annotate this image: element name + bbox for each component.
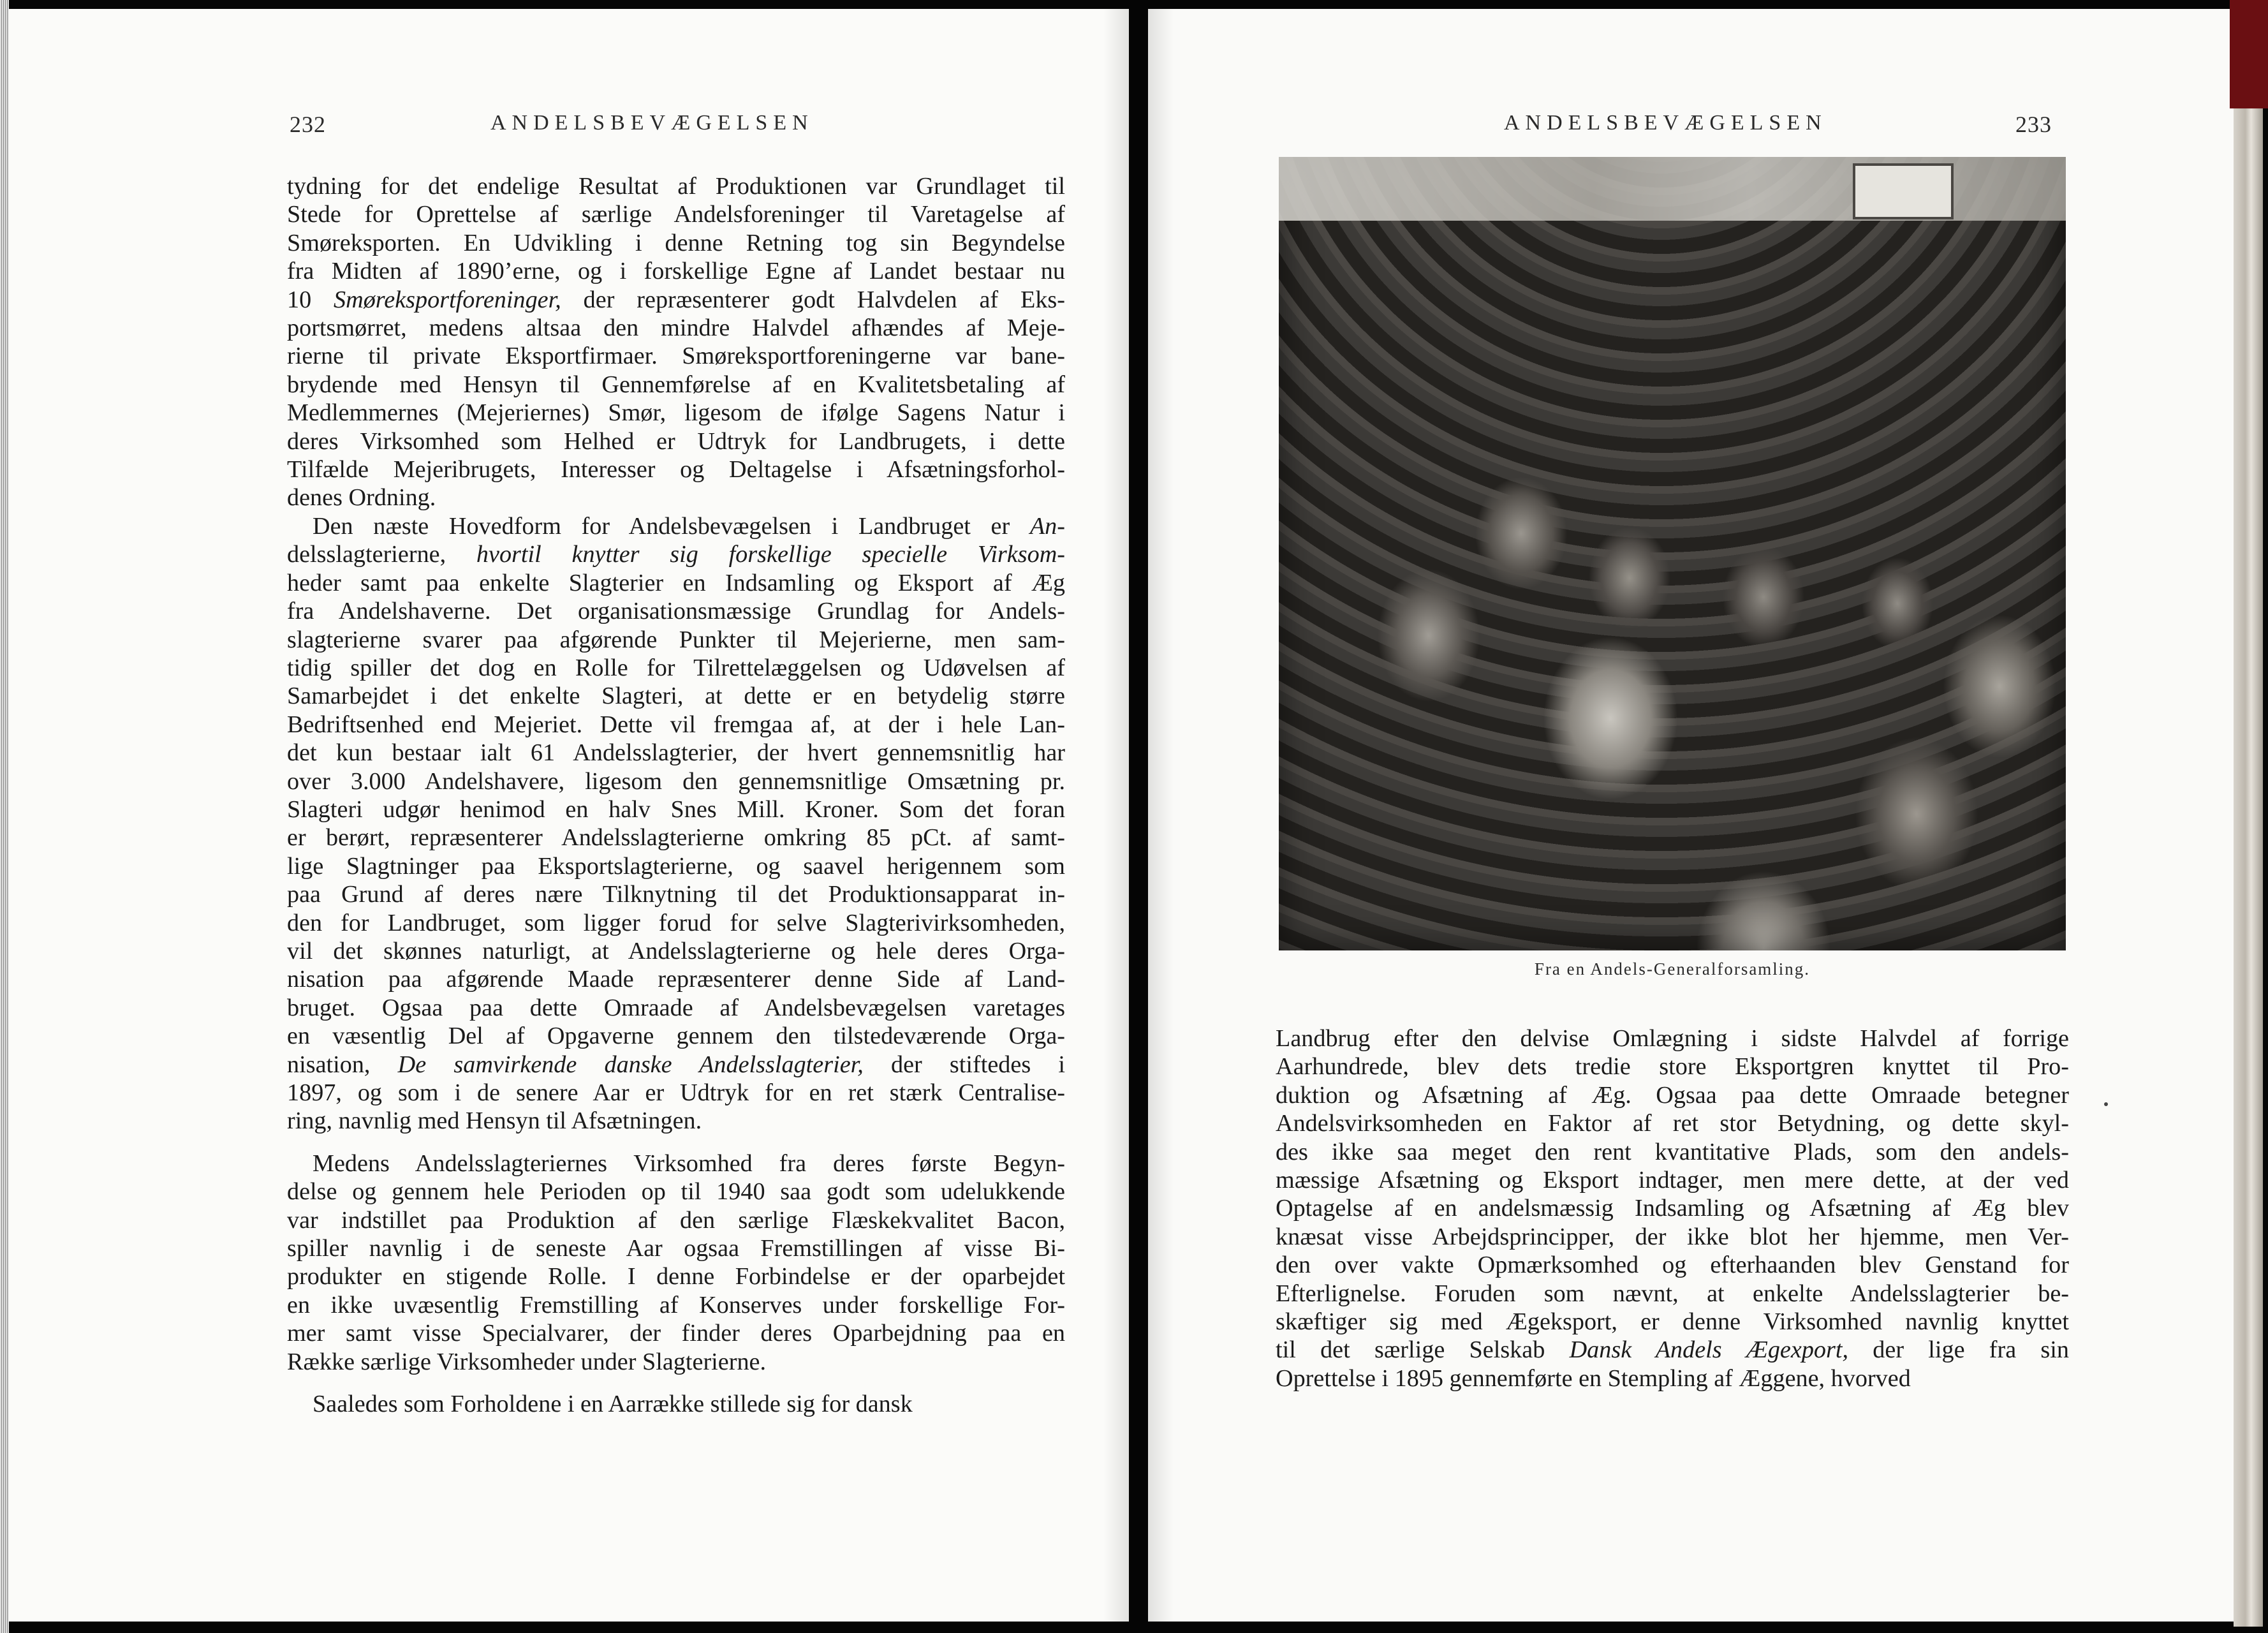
photo-general-assembly [1279, 157, 2066, 950]
text-line [287, 994, 1065, 1022]
paragraph-gap [287, 1376, 1065, 1390]
text-run: til det særlige Selskab [1276, 1336, 1570, 1364]
text-run: knæsat visse Arbejdsprincipper, der ikke blot her hjemme, men Ver- [1276, 1223, 2069, 1250]
italic-term: An- [1029, 512, 1065, 540]
text-line [287, 314, 1065, 342]
text-run: Række særlige Virksomheder under Slagterierne. [287, 1348, 767, 1375]
text-line [287, 1051, 1065, 1079]
text-run: brydende med Hensyn til Gennemførelse af en Kvalitetsbetaling af [287, 371, 1065, 398]
text-line [1276, 1053, 2069, 1081]
text-line [287, 937, 1065, 965]
text-line [287, 427, 1065, 455]
text-line [287, 1149, 1065, 1178]
text-run: Medens Andelsslagteriernes Virksomhed fra deres første Begyn- [313, 1149, 1065, 1177]
running-head-right: ANDELSBEVÆGELSEN [1504, 111, 1827, 135]
text-line [287, 229, 1065, 257]
text-run: der stiftedes i [863, 1051, 1065, 1078]
photo-wall-sign [1853, 163, 1954, 219]
text-line [287, 965, 1065, 993]
text-line [1276, 1308, 2069, 1336]
text-line [287, 172, 1065, 200]
text-run: tydning for det endelige Resultat af Produktionen var Grundlaget til [287, 173, 1065, 200]
text-run: tidig spiller det dog en Rolle for Tilrettelæggelsen og Udøvelsen af [287, 654, 1065, 681]
photo-caption: Fra en Andels-Generalforsamling. [1534, 959, 1811, 979]
text-run: vil det skønnes naturligt, at Andelsslagterierne og hele deres Orga- [287, 937, 1065, 964]
text-line [287, 711, 1065, 739]
text-run: mæssige Afsætning og Eksport indtager, men mere dette, at der ved [1276, 1167, 2069, 1194]
text-line [287, 1206, 1065, 1234]
text-run: en væsentlig Del af Opgaverne gennem den tilstedeværende Orga- [287, 1023, 1065, 1050]
text-line [287, 1022, 1065, 1050]
text-run: Oprettelse i 1895 gennemførte en Stempling af Æggene, hvorved [1276, 1364, 1911, 1392]
text-run: Bedriftsenhed end Mejeriet. Dette vil fremgaa af, at der i hele Lan- [287, 711, 1065, 738]
text-run: Saaledes som Forholdene i en Aarrække stillede sig for dansk [313, 1391, 913, 1418]
left-page [9, 9, 1129, 1622]
text-line [287, 540, 1065, 568]
text-run: det kun bestaar ialt 61 Andelsslagterier, der hvert gennemsnitlig har [287, 739, 1065, 767]
text-run: spiller navnlig i de seneste Aar ogsaa Fremstillingen af visse Bi- [287, 1235, 1065, 1262]
text-line [287, 342, 1065, 370]
text-line [287, 767, 1065, 795]
text-run: ring, navnlig med Hensyn til Afsætningen. [287, 1107, 702, 1135]
right-body-text [1276, 1024, 2069, 1393]
text-line [287, 626, 1065, 654]
text-line [1276, 1223, 2069, 1251]
right-page [1148, 9, 2234, 1622]
text-line [1276, 1138, 2069, 1166]
text-run: Andelsvirksomheden en Faktor af ret stor Betydning, og dette skyl- [1276, 1110, 2069, 1137]
text-line [287, 257, 1065, 285]
text-run: Stede for Oprettelse af særlige Andelsforeninger til Varetagelse af [287, 201, 1065, 228]
text-run: Slagteri udgør henimod en halv Snes Mill. Kroner. Som det foran [287, 795, 1065, 823]
text-run: der lige fra sin [1848, 1336, 2069, 1364]
spine-shadow [1148, 9, 1174, 1622]
text-run: slagterierne svarer paa afgørende Punkter til Mejerierne, men sam- [287, 626, 1065, 653]
text-line [1276, 1194, 2069, 1222]
text-run: bruget. Ogsaa paa dette Omraade af Andelsbevægelsen varetages [287, 994, 1065, 1021]
text-run: nisation, [287, 1051, 398, 1078]
text-run: Smøreksporten. En Udvikling i denne Retning tog sin Begyndelse [287, 229, 1065, 256]
book-page-edges-left [0, 0, 9, 1633]
text-run: heder samt paa enkelte Slagterier en Indsamling og Eksport af Æg [287, 569, 1065, 596]
text-line [1276, 1081, 2069, 1109]
text-run: Samarbejdet i det enkelte Slagteri, at dette er en betydelig større [287, 683, 1065, 710]
text-line [1276, 1166, 2069, 1194]
text-line [287, 1348, 1065, 1376]
text-line [287, 1291, 1065, 1319]
text-line [1276, 1280, 2069, 1308]
text-line [1276, 1024, 2069, 1053]
text-line [287, 455, 1065, 484]
text-run: rierne til private Eksportfirmaer. Smøreksportforeningerne var bane- [287, 343, 1065, 370]
text-line [287, 909, 1065, 937]
text-run: delse og gennem hele Perioden op til 1940 saa godt som udelukkende [287, 1178, 1065, 1206]
text-run: portsmørret, medens altsaa den mindre Halvdel afhændes af Meje- [287, 314, 1065, 342]
text-run: den for Landbruget, som ligger forud for selve Slagterivirksomheden, [287, 909, 1065, 936]
book-cover-corner [2230, 0, 2268, 108]
italic-term: Smøreksportforeninger, [334, 286, 561, 313]
text-line [287, 852, 1065, 880]
text-run: des ikke saa meget den rent kvantitative Plads, som den andels- [1276, 1138, 2069, 1165]
text-run: en ikke uvæsentlig Fremstilling af Konserves under forskellige For- [287, 1291, 1065, 1319]
text-line [287, 512, 1065, 540]
text-run: Efterlignelse. Foruden som nævnt, at enkelte Andelsslagterier be- [1276, 1280, 2069, 1307]
text-run: var indstillet paa Produktion af den særlige Flæskekvalitet Bacon, [287, 1206, 1065, 1234]
text-run: fra Andelshaverne. Det organisationsmæssige Grundlag for Andels- [287, 598, 1065, 625]
text-line [287, 739, 1065, 767]
text-run: 1897, og som i de senere Aar er Udtryk for en ret stærk Centralise- [287, 1079, 1065, 1106]
text-line [287, 1178, 1065, 1206]
text-line [287, 1390, 1065, 1418]
book-page-edges-right [2234, 19, 2263, 1627]
text-line [287, 1262, 1065, 1290]
italic-term: hvortil knytter sig forskellige specielle Virksom- [446, 541, 1065, 568]
text-line [287, 200, 1065, 228]
text-run: skæftiger sig med Ægeksport, er denne Virksomhed navnlig knyttet [1276, 1308, 2069, 1336]
left-body-text [287, 172, 1065, 1418]
text-line [1276, 1251, 2069, 1279]
text-line [287, 399, 1065, 427]
text-line [1276, 1364, 2069, 1393]
page-number-left: 232 [290, 112, 326, 137]
text-run: Den næste Hovedform for Andelsbevægelsen i Landbruget er [313, 512, 1030, 540]
text-line [287, 1234, 1065, 1262]
text-line [287, 654, 1065, 682]
text-line [287, 371, 1065, 399]
text-line [287, 682, 1065, 710]
text-run: paa Grund af deres nære Tilknytning til det Produktionsapparat in- [287, 881, 1065, 908]
text-line [287, 597, 1065, 625]
text-run: produkter en stigende Rolle. I denne Forbindelse er der oparbejdet [287, 1263, 1065, 1290]
text-run: deres Virksomhed som Helhed er Udtryk for Landbrugets, i dette [287, 427, 1065, 455]
text-run: duktion og Afsætning af Æg. Ogsaa paa dette Omraade betegner [1276, 1081, 2069, 1109]
text-run: er berørt, repræsenterer Andelsslagterierne omkring 85 pCt. af samt- [287, 824, 1065, 852]
text-line [287, 569, 1065, 597]
text-run: Aarhundrede, blev dets tredie store Eksportgren knyttet til Pro- [1276, 1053, 2069, 1081]
text-run: over 3.000 Andelshavere, ligesom den gennemsnitlige Omsætning pr. [287, 767, 1065, 795]
text-line [287, 484, 1065, 512]
paragraph-gap [287, 1135, 1065, 1149]
text-line [287, 824, 1065, 852]
text-line [287, 286, 1065, 314]
text-run: Optagelse af en andelsmæssig Indsamling og Afsætning af Æg blev [1276, 1195, 2069, 1222]
text-run: der repræsenterer godt Halvdelen af Eks- [561, 286, 1065, 313]
text-run: lige Slagtninger paa Eksportslagterierne, og saavel herigennem som [287, 852, 1065, 880]
text-run: denes Ordning. [287, 484, 436, 512]
text-line [287, 880, 1065, 908]
italic-term: De samvirkende danske Andelsslagterier, [397, 1051, 864, 1078]
text-run: nisation paa afgørende Maade repræsenterer denne Side af Land- [287, 966, 1065, 993]
text-run: den over vakte Opmærksomhed og efterhaanden blev Genstand for [1276, 1252, 2069, 1279]
text-run: fra Midten af 1890’erne, og i forskellige Egne af Landet bestaar nu [287, 258, 1065, 285]
italic-term: Dansk Andels Ægexport, [1569, 1336, 1849, 1364]
page-number-right: 233 [2015, 112, 2052, 137]
running-head-left: ANDELSBEVÆGELSEN [490, 111, 814, 135]
text-line [1276, 1336, 2069, 1364]
text-line [287, 1079, 1065, 1107]
text-line [287, 795, 1065, 824]
text-run: Tilfælde Mejeribrugets, Interesser og Deltagelse i Afsætningsforhol- [287, 456, 1065, 484]
spine-shadow [1103, 9, 1129, 1622]
text-line [287, 1107, 1065, 1135]
text-run: Landbrug efter den delvise Omlægning i sidste Halvdel af forrige [1276, 1025, 2069, 1052]
text-line [287, 1319, 1065, 1347]
text-run: delsslagterierne, [287, 541, 446, 568]
text-run: mer samt visse Specialvarer, der finder deres Oparbejdning paa en [287, 1320, 1065, 1347]
text-run: 10 [287, 286, 334, 313]
text-line [1276, 1109, 2069, 1137]
text-run: Medlemmernes (Mejeriernes) Smør, ligesom de ifølge Sagens Natur i [287, 399, 1065, 427]
margin-mark [2104, 1102, 2108, 1106]
